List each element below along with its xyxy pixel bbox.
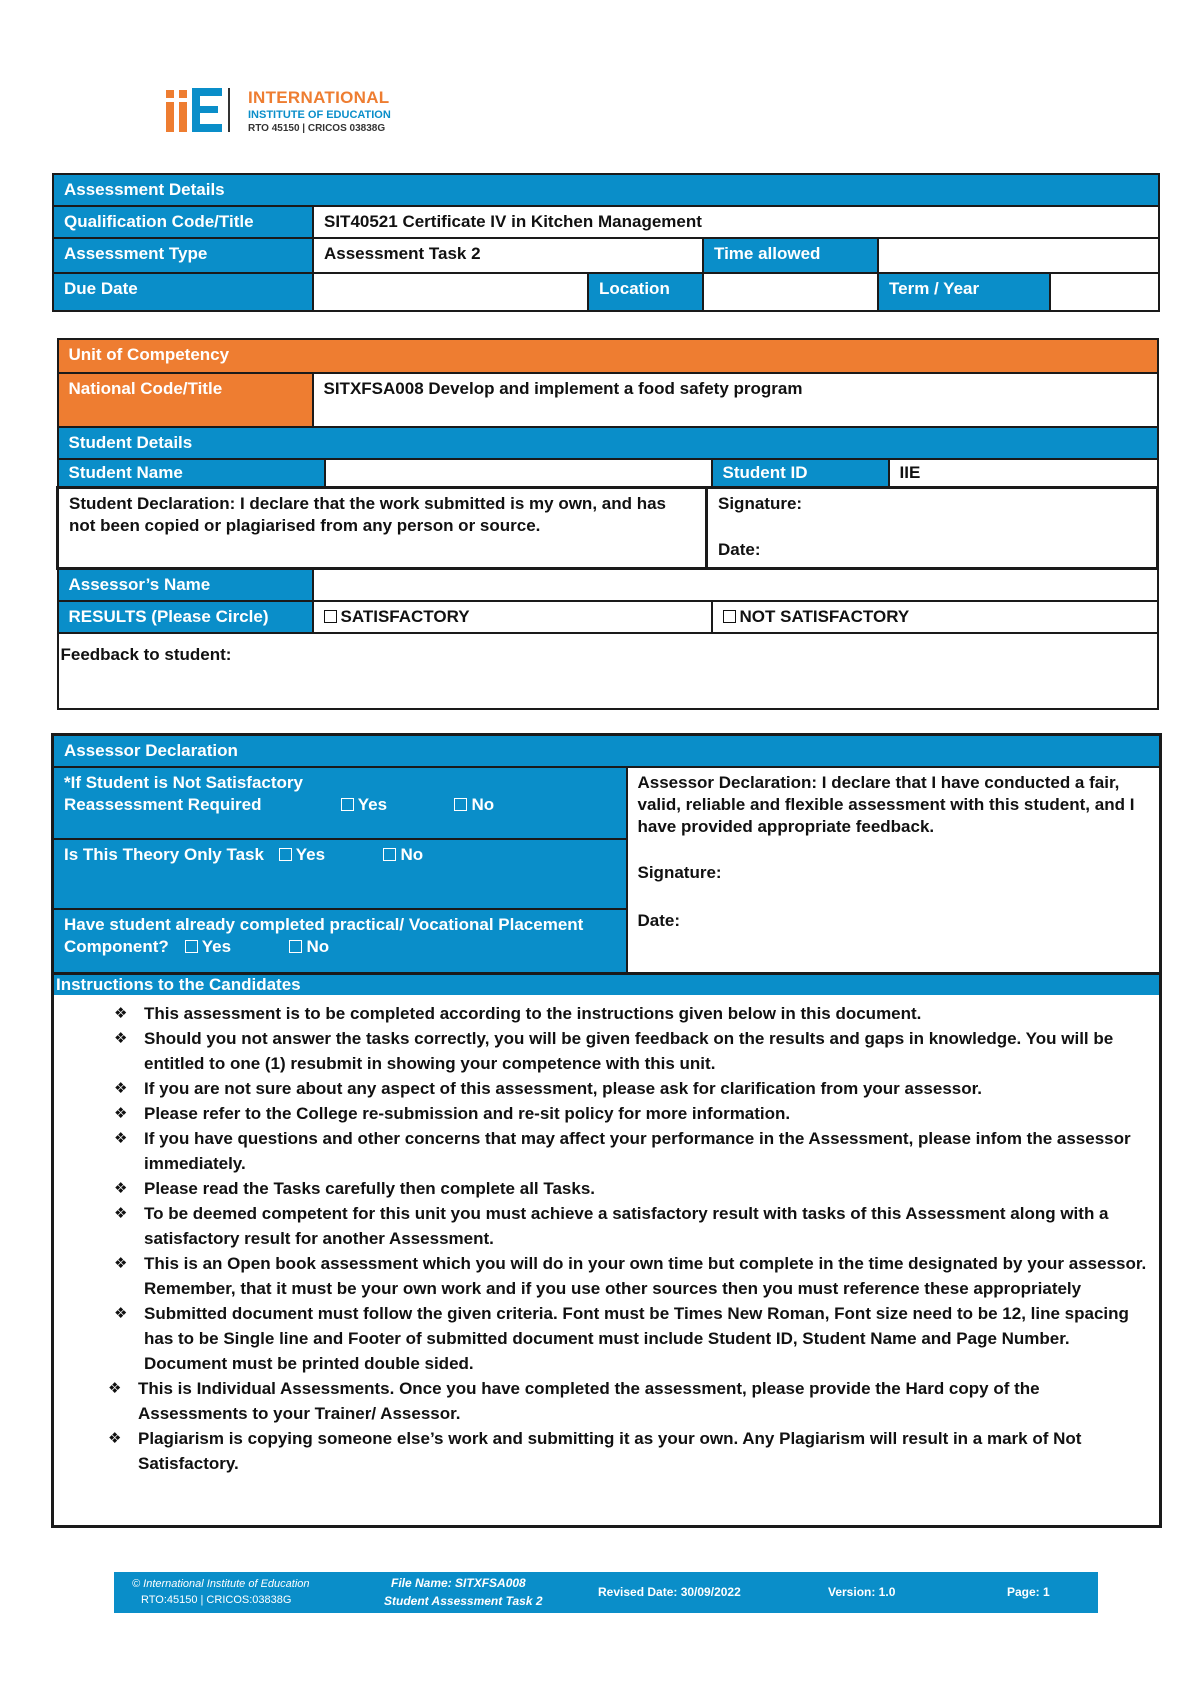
assessment-details-table: [52, 173, 1160, 312]
time-allowed-field[interactable]: [878, 238, 1159, 273]
reassessment-line2: Reassessment Required: [64, 795, 262, 815]
national-code-label: National Code/Title: [58, 373, 313, 427]
diamond-bullet-icon: ❖: [114, 1180, 128, 1198]
time-allowed-label: Time allowed: [703, 238, 878, 273]
theory-only-question: [53, 839, 627, 909]
instruction-text: This is an Open book assessment which you will do in your own time but complete in the time designated by your assessor. Remember, that it must be your own work and if you use other sources then you must reference these appropriately: [144, 1254, 1147, 1299]
qualification-value: SIT40521 Certificate IV in Kitchen Management: [313, 206, 1159, 238]
instruction-text: Plagiarism is copying someone else’s work and submitting it as your own. Any Plagiarism will result in a mark of Not Satisfactory.: [138, 1429, 1082, 1474]
diamond-bullet-icon: ❖: [108, 1430, 122, 1448]
reassessment-yes-checkbox-icon[interactable]: [341, 798, 354, 811]
theory-no-checkbox-icon[interactable]: [383, 848, 396, 861]
not-satisfactory-label: NOT SATISFACTORY: [739, 607, 910, 627]
iie-logo-mark-icon: [166, 86, 236, 136]
placement-no-checkbox-icon[interactable]: [289, 940, 302, 953]
diamond-bullet-icon: ❖: [114, 1255, 128, 1273]
list-item: [114, 1176, 1149, 1201]
assessor-declaration-text: Assessor Declaration: I declare that I have conducted a fair, valid, reliable and flexible assessment with this student, and I have provided appropriate feedback.: [637, 773, 1135, 837]
theory-yes-checkbox-icon[interactable]: [279, 848, 292, 861]
diamond-bullet-icon: ❖: [108, 1380, 122, 1398]
placement-line1: Have student already completed practical/ Vocational Placement: [64, 915, 584, 935]
diamond-bullet-icon: ❖: [114, 1305, 128, 1323]
instruction-text: Please read the Tasks carefully then complete all Tasks.: [144, 1179, 596, 1199]
student-signature-label: Signature:: [718, 494, 803, 514]
footer-file-name: File Name: SITXFSA008: [391, 1576, 526, 1590]
logo-name: INTERNATIONAL: [248, 88, 390, 107]
satisfactory-option[interactable]: [313, 601, 712, 633]
student-name-field[interactable]: [325, 459, 712, 488]
student-id-field[interactable]: IIE: [889, 459, 1158, 488]
not-satisfactory-checkbox-icon[interactable]: [723, 610, 736, 623]
placement-yes-checkbox-icon[interactable]: [185, 940, 198, 953]
satisfactory-checkbox-icon[interactable]: [324, 610, 337, 623]
reassessment-question: [53, 767, 627, 839]
list-item: [108, 1426, 1149, 1476]
diamond-bullet-icon: ❖: [114, 1005, 128, 1023]
placement-no-label: No: [306, 937, 330, 957]
list-item: [108, 1376, 1149, 1426]
instruction-text: This is Individual Assessments. Once you have completed the assessment, please provide the Hard copy of the Assessments to your Trainer/ Assessor.: [138, 1379, 1040, 1424]
instruction-text: If you have questions and other concerns that may affect your performance in the Assessment, please infom the assessor immediately.: [144, 1129, 1131, 1174]
footer-copyright: © International Institute of Education: [132, 1578, 310, 1590]
term-year-field[interactable]: [1050, 273, 1159, 311]
feedback-box[interactable]: [58, 633, 1158, 709]
list-item: [114, 1001, 1149, 1026]
instruction-text: This assessment is to be completed according to the instructions given below in this document.: [144, 1004, 922, 1024]
diamond-bullet-icon: ❖: [114, 1205, 128, 1223]
assessment-type-value: Assessment Task 2: [313, 238, 703, 273]
diamond-bullet-icon: ❖: [114, 1105, 128, 1123]
instruction-text: If you are not sure about any aspect of this assessment, please ask for clarification from your assessor.: [144, 1079, 983, 1099]
page-footer: [114, 1572, 1098, 1613]
feedback-label: Feedback to student:: [60, 645, 232, 665]
list-item: [114, 1301, 1149, 1376]
assessor-declaration-table: [51, 733, 1162, 1528]
footer-rto: RTO:45150 | CRICOS:03838G: [141, 1594, 292, 1606]
results-label: RESULTS (Please Circle): [58, 601, 313, 633]
assessor-declaration-box: [627, 767, 1161, 973]
institute-logo: [166, 86, 406, 142]
theory-yes-label: Yes: [295, 845, 326, 865]
student-declaration: Student Declaration: I declare that the work submitted is my own, and has not been copied or plagiarised from any person or source.: [58, 488, 707, 569]
list-item: [114, 1251, 1149, 1301]
instruction-text: To be deemed competent for this unit you must achieve a satisfactory result with tasks of this Assessment along with a satisfactory result for another Assessment.: [144, 1204, 1109, 1249]
reassessment-no-label: No: [471, 795, 495, 815]
instruction-text: Submitted document must follow the given criteria. Font must be Times New Roman, Font size need to be 12, line spacing has to be Single line and Footer of submitted document must include Student ID, Student Name and Page Number. Document must be printed double sided.: [144, 1304, 1129, 1374]
instructions-list: [54, 995, 1159, 1482]
theory-no-label: No: [400, 845, 424, 865]
list-item: [114, 1076, 1149, 1101]
diamond-bullet-icon: ❖: [114, 1080, 128, 1098]
footer-version: Version: 1.0: [828, 1585, 896, 1599]
footer-revised-date: Revised Date: 30/09/2022: [598, 1585, 741, 1599]
not-satisfactory-option[interactable]: [712, 601, 1158, 633]
diamond-bullet-icon: ❖: [114, 1030, 128, 1048]
assessor-date-label: Date:: [637, 911, 681, 931]
student-id-label: Student ID: [712, 459, 889, 488]
placement-question: [53, 909, 627, 973]
logo-subtitle: INSTITUTE OF EDUCATION: [248, 109, 391, 121]
instructions-header: Instructions to the Candidates: [53, 973, 1161, 995]
list-item: [114, 1101, 1149, 1126]
footer-page-number: Page: 1: [1007, 1585, 1050, 1599]
unit-of-competency-header: Unit of Competency: [58, 339, 1158, 373]
due-date-field[interactable]: [313, 273, 588, 311]
location-label: Location: [588, 273, 703, 311]
location-field[interactable]: [703, 273, 878, 311]
due-date-label: Due Date: [53, 273, 313, 311]
list-item: [114, 1201, 1149, 1251]
diamond-bullet-icon: ❖: [114, 1130, 128, 1148]
placement-line2: Component?: [64, 937, 169, 957]
student-date-label: Date:: [718, 540, 761, 560]
national-code-value: SITXFSA008 Develop and implement a food safety program: [313, 373, 1158, 427]
reassessment-line1: *If Student is Not Satisfactory: [64, 773, 303, 793]
satisfactory-label: SATISFACTORY: [340, 607, 470, 627]
logo-rto: RTO 45150 | CRICOS 03838G: [248, 123, 386, 134]
reassessment-no-checkbox-icon[interactable]: [454, 798, 467, 811]
instruction-text: Please refer to the College re-submission and re-sit policy for more information.: [144, 1104, 791, 1124]
student-details-header: Student Details: [58, 427, 1158, 459]
assessor-declaration-header: Assessor Declaration: [53, 735, 1161, 768]
qualification-label: Qualification Code/Title: [53, 206, 313, 238]
theory-only-label: Is This Theory Only Task: [64, 845, 264, 865]
assessment-details-header: Assessment Details: [53, 174, 1159, 206]
placement-yes-label: Yes: [201, 937, 232, 957]
assessor-signature-label: Signature:: [637, 863, 722, 883]
footer-file-sub: Student Assessment Task 2: [384, 1594, 543, 1608]
term-year-label: Term / Year: [878, 273, 1050, 311]
instruction-text: Should you not answer the tasks correctly, you will be given feedback on the results and gaps in knowledge. You will be entitled to one (1) resubmit in showing your competence with this unit.: [144, 1029, 1114, 1074]
reassessment-yes-label: Yes: [357, 795, 388, 815]
assessment-type-label: Assessment Type: [53, 238, 313, 273]
assessor-name-label: Assessor’s Name: [58, 569, 313, 602]
student-name-label: Student Name: [58, 459, 325, 488]
assessor-name-field[interactable]: [313, 569, 1158, 602]
instructions-body: [53, 995, 1161, 1526]
list-item: [114, 1026, 1149, 1076]
unit-student-table: [56, 338, 1159, 710]
list-item: [114, 1126, 1149, 1176]
